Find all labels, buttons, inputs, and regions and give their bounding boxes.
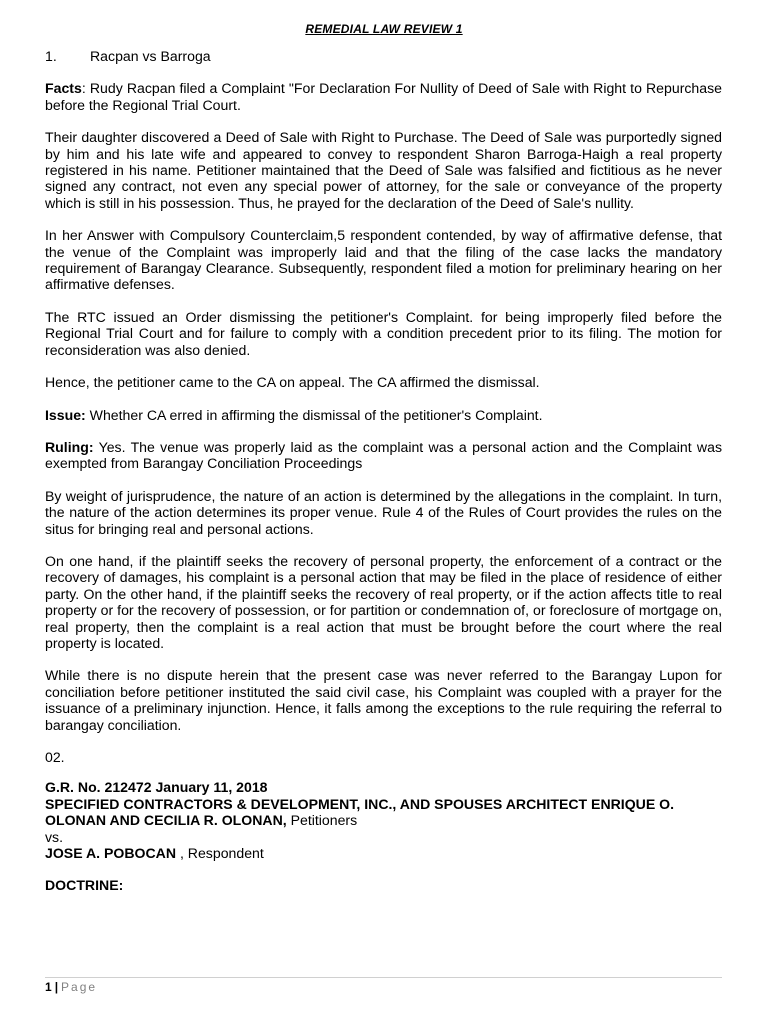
issue-label: Issue: <box>45 406 86 423</box>
footer-separator: | <box>54 980 59 994</box>
personal-real-action-paragraph: On one hand, if the plaintiff seeks the recovery of personal property, the enforcement of a contract or the recovery of damages, his complaint is a personal action that may be filed in the place of residence of either party. On the other hand, if the plaintiff seeks the recovery of real property, or if the action affects title to real property or for the recovery of possession, or for partition or condemnation of, or foreclosure of mortgage on, real property, then the complaint is a real action that must be brought before the court where the real property is located. <box>45 552 722 651</box>
case-2-petitioners <box>45 796 722 829</box>
doctrine-heading: DOCTRINE: <box>45 877 124 894</box>
respondent-label: , Respondent <box>176 845 264 862</box>
barangay-paragraph: While there is no dispute herein that the present case was never referred to the Barangay Lupon for conciliation before petitioner instituted the said civil case, his Complaint was coupled with a prayer for the issuance of a preliminary injunction. Hence, it falls among the exceptions to the rule requiring the referral to barangay conciliation. <box>45 667 722 733</box>
case-2-respondent <box>45 845 722 861</box>
petitioners-label: Petitioners <box>286 812 358 829</box>
case-1-heading <box>45 48 722 64</box>
page-footer <box>45 980 97 994</box>
document-header: REMEDIAL LAW REVIEW 1 <box>305 22 463 36</box>
case-2-gr-number: G.R. No. 212472 January 11, 2018 <box>45 779 268 796</box>
petitioners-names: SPECIFIED CONTRACTORS & DEVELOPMENT, INC., AND SPOUSES ARCHITECT ENRIQUE O. OLONAN AND CECILIA R. OLONAN, <box>45 795 675 829</box>
footer-divider <box>45 977 722 978</box>
issue-paragraph <box>45 407 722 423</box>
case-2-number: 02. <box>45 749 65 765</box>
case-2-caption <box>45 779 722 893</box>
facts-label: Facts <box>45 80 82 97</box>
answer-paragraph: In her Answer with Compulsory Counterclaim,5 respondent contended, by way of affirmative defense, that the venue of the Complaint was improperly laid and that the filing of the case lacks the mandatory requirement of Barangay Clearance. Subsequently, respondent filed a motion for preliminary hearing on her affirmative defenses. <box>45 227 722 293</box>
respondent-name: JOSE A. POBOCAN <box>45 845 177 862</box>
case-1-number: 1. <box>45 48 57 64</box>
facts-paragraph <box>45 80 722 113</box>
issue-text: Whether CA erred in affirming the dismissal of the petitioner's Complaint. <box>85 406 543 423</box>
ruling-paragraph <box>45 439 722 472</box>
case-1-title: Racpan vs Barroga <box>90 48 211 64</box>
page-label: Page <box>61 980 98 994</box>
jurisprudence-paragraph: By weight of jurisprudence, the nature of an action is determined by the allegations in the complaint. In turn, the nature of the action determines its proper venue. Rule 4 of the Rules of Court provides the rules on the situs for bringing real and personal actions. <box>45 487 722 537</box>
hence-paragraph: Hence, the petitioner came to the CA on appeal. The CA affirmed the dismissal. <box>45 374 540 391</box>
ruling-label: Ruling: <box>45 438 94 455</box>
page-number: 1 <box>45 980 52 994</box>
facts-text: : Rudy Racpan filed a Complaint "For Declaration For Nullity of Deed of Sale with Right to Repurchase before the Regional Trial Court. <box>45 80 722 113</box>
case-2-vs: vs. <box>45 828 64 845</box>
rtc-paragraph: The RTC issued an Order dismissing the petitioner's Complaint. for being improperly filed before the Regional Trial Court and for failure to comply with a condition precedent prior to its filing. The motion for reconsideration was also denied. <box>45 308 722 358</box>
document-body <box>45 48 722 894</box>
daughter-paragraph: Their daughter discovered a Deed of Sale with Right to Purchase. The Deed of Sale was purportedly signed by him and his late wife and appeared to convey to respondent Sharon Barroga-Haigh a real property registered in his name. Petitioner maintained that the Deed of Sale was falsified and fictitious as he never signed any contract, not even any special power of attorney, for the sale or conveyance of the property which is still in his possession. Thus, he prayed for the declaration of the Deed of Sale's nullity. <box>45 129 722 211</box>
ruling-text: Yes. The venue was properly laid as the complaint was a personal action and the Complaint was exempted from Barangay Conciliation Proceedings <box>45 438 722 472</box>
